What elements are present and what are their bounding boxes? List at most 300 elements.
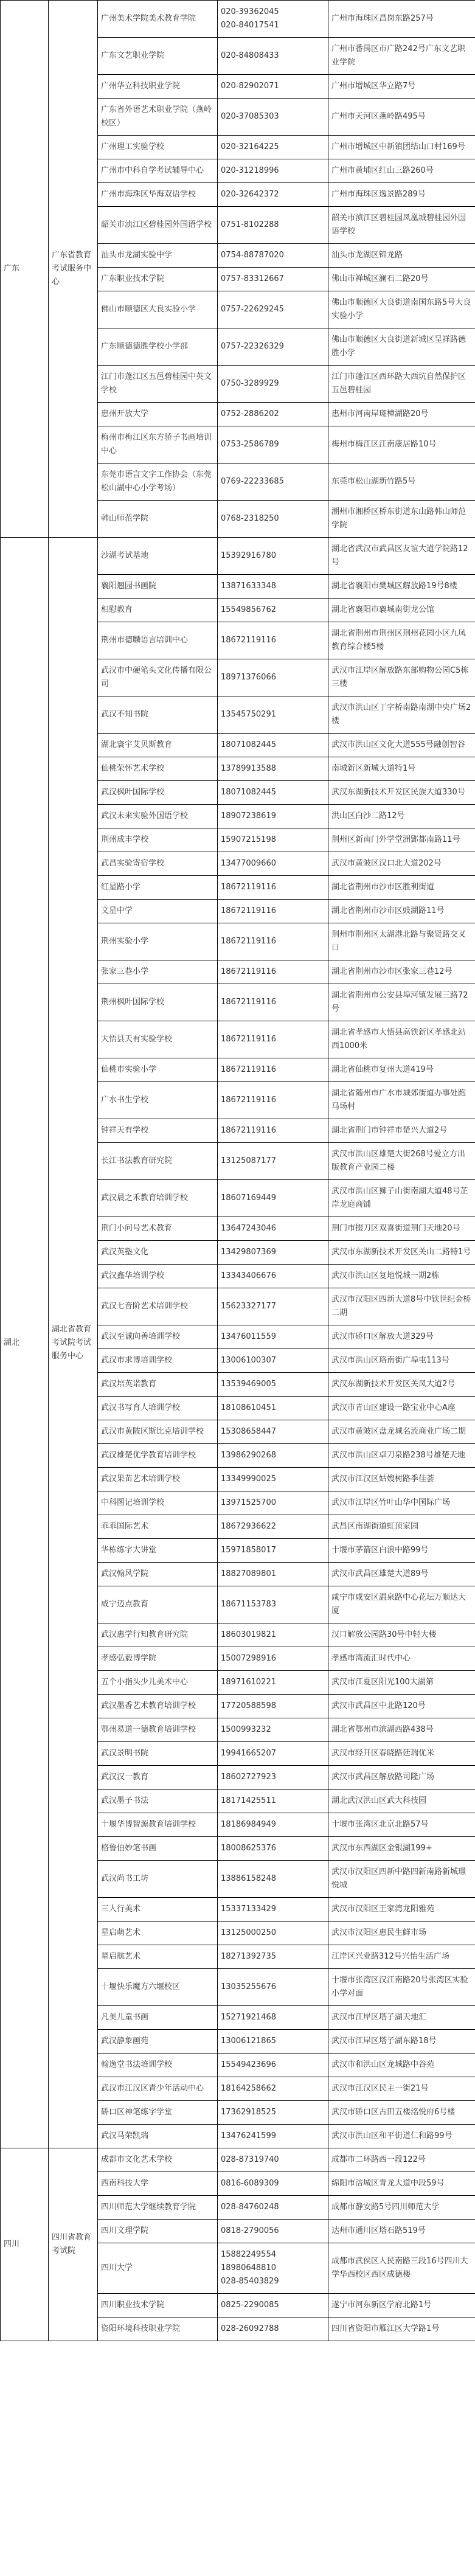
address-cell: 佛山市禅城区澜石二路20号 [328, 268, 475, 291]
phone-number: 0751-8102288 [221, 220, 279, 229]
phone-number: 18071082445 [221, 740, 276, 749]
phone-number: 028-84760248 [221, 2203, 279, 2212]
phone-number: 13545750291 [221, 710, 276, 719]
phone-number: 15308658447 [221, 1427, 276, 1436]
phone-number: 13343406676 [221, 1271, 276, 1280]
phone-cell [218, 1766, 328, 1790]
phone-cell [218, 1349, 328, 1373]
phone-number: 18980648810 [221, 2263, 276, 2272]
phone-number: 020-37085303 [221, 112, 279, 121]
address-cell: 湖北省襄阳市樊城区解放路19号8楼 [328, 575, 475, 599]
phone-number: 13476241599 [221, 2131, 276, 2140]
phone-cell [218, 900, 328, 923]
phone-cell [218, 2054, 328, 2077]
phone-cell [218, 575, 328, 599]
address-cell: 湖北省荆州市荆州区荆州花园小区九凤教育综合楼5楼 [328, 622, 475, 659]
site-name-cell: 广东顺德德胜学校小学部 [98, 328, 218, 366]
address-cell: 湖北省荆州市沙市区豉湖路11号 [328, 900, 475, 923]
phone-cell [218, 1143, 328, 1180]
phone-number: 18672119116 [221, 636, 276, 645]
address-cell: 十堰市张湾区北京北路57号 [328, 1813, 475, 1837]
phone-number: 13871633348 [221, 582, 276, 591]
phone-number: 18672119116 [221, 937, 276, 946]
address-cell: 成都市静安路5号四川师范大学 [328, 2196, 475, 2220]
address-cell: 武汉市汉阳区四新中路四新南路新城璟悦城 [328, 1861, 475, 1898]
phone-cell [218, 1861, 328, 1898]
province-cell: 湖北 [1, 538, 49, 2148]
phone-number: 18672119116 [221, 967, 276, 976]
site-name-cell: 韶关市浈江区碧桂园外国语学校 [98, 207, 218, 244]
phone-cell [218, 876, 328, 900]
phone-number: 13886158248 [221, 1874, 276, 1883]
phone-cell [218, 1898, 328, 1922]
site-name-cell: 相慰教育 [98, 599, 218, 622]
address-cell: 湖北省随州市广水市城郊街道办事处跑马场村 [328, 1082, 475, 1119]
site-name-cell: 三人行美术 [98, 1898, 218, 1922]
phone-cell [218, 1539, 328, 1563]
phone-cell [218, 757, 328, 781]
phone-number: 18671153783 [221, 1600, 276, 1609]
phone-number: 13789913588 [221, 764, 276, 773]
phone-number: 18971376066 [221, 673, 276, 682]
address-cell: 武汉市洪山区珞南街广埠屯113号 [328, 1349, 475, 1373]
address-cell: 成都市二环路西一段122号 [328, 2148, 475, 2172]
site-name-cell: 红星路小学 [98, 876, 218, 900]
phone-cell [218, 852, 328, 876]
site-name-cell: 江门市蓬江区五邑碧桂园中英文学校 [98, 366, 218, 403]
phone-number: 15907215198 [221, 835, 276, 844]
phone-number: 15549423696 [221, 2060, 276, 2069]
phone-number: 0825-2290085 [221, 2300, 279, 2310]
exam-site-table-body [1, 1, 475, 2341]
phone-cell [218, 75, 328, 99]
address-cell: 武汉市洪山区文化大道555号融创智谷 [328, 734, 475, 757]
phone-cell [218, 366, 328, 403]
phone-cell [218, 1586, 328, 1623]
site-name-cell: 长江书法教育研究院 [98, 1143, 218, 1180]
phone-cell [218, 2030, 328, 2054]
phone-cell [218, 1373, 328, 1397]
phone-cell [218, 2172, 328, 2196]
address-cell: 广州市增城区中新镇团结山口村169号 [328, 136, 475, 159]
address-cell: 武汉市洪山区丁字桥南路南湖中央广场2楼 [328, 696, 475, 734]
phone-number: 13429807369 [221, 1248, 276, 1257]
site-name-cell: 凡美儿童书画 [98, 2006, 218, 2030]
address-cell: 广州市海珠区逸景路289号 [328, 183, 475, 207]
site-name-cell: 荆州成丰学校 [98, 828, 218, 852]
site-name-cell: 武汉枫叶国际学校 [98, 781, 218, 805]
address-cell: 武汉市江夏区阳光100大湖第 [328, 1671, 475, 1695]
phone-cell [218, 1468, 328, 1491]
phone-cell [218, 244, 328, 268]
phone-cell [218, 599, 328, 622]
phone-cell [218, 2243, 328, 2294]
site-name-cell: 仙桃荣怀艺术学校 [98, 757, 218, 781]
site-name-cell: 格鲁伯妙笔书画 [98, 1837, 218, 1861]
address-cell: 武汉市洪山区复地悦城一期2栋 [328, 1265, 475, 1288]
phone-cell [218, 734, 328, 757]
site-name-cell: 广水书生学校 [98, 1082, 218, 1119]
organization-cell: 四川省教育考试院 [49, 2148, 98, 2341]
phone-cell [218, 1623, 328, 1647]
site-name-cell: 武汉惠学行知教育研究院 [98, 1623, 218, 1647]
phone-cell [218, 268, 328, 291]
site-name-cell: 武汉市黄陂区斯比克培训学校 [98, 1420, 218, 1444]
phone-number: 13349990025 [221, 1474, 276, 1484]
table-row [1, 538, 475, 575]
phone-number: 15337133429 [221, 1904, 276, 1914]
site-name-cell: 十堰快乐魔方六堰校区 [98, 1969, 218, 2006]
phone-cell [218, 538, 328, 575]
address-cell: 湖北省荆州市沙市区张家三巷12号 [328, 960, 475, 984]
address-cell: 江门市蓬江区西环路大西坑自然保护区五邑碧桂园 [328, 366, 475, 403]
phone-cell [218, 1718, 328, 1742]
site-name-cell: 咸宁迈点教育 [98, 1586, 218, 1623]
site-name-cell: 武汉墨子书法 [98, 1790, 218, 1813]
phone-cell [218, 1969, 328, 2006]
address-cell: 武汉市武昌区中北路120号 [328, 1695, 475, 1718]
address-cell: 广州市番禺区市广路242号广东文艺职业学院 [328, 38, 475, 75]
address-cell: 江岸区兴业路312号兴怡生活广场 [328, 1945, 475, 1969]
address-cell: 四川省资阳市雁江区大学路1号 [328, 2317, 475, 2341]
phone-cell [218, 622, 328, 659]
address-cell: 武汉市洪山区雄楚大街268号爱立方出版教育产业园二楼 [328, 1143, 475, 1180]
address-cell: 佛山市顺德区大良街道南国东路5号大良实验小学 [328, 291, 475, 328]
site-name-cell: 梅州市梅江区东方骄子书画培训中心 [98, 426, 218, 463]
address-cell: 武汉市洪山区狮子山街南湖大道48号芷岸龙庭商铺 [328, 1180, 475, 1217]
phone-cell [218, 1695, 328, 1718]
phone-cell [218, 2294, 328, 2317]
phone-cell [218, 136, 328, 159]
phone-number: 18971610221 [221, 1678, 276, 1687]
phone-cell [218, 1217, 328, 1241]
phone-number: 17720588598 [221, 1701, 276, 1710]
address-cell: 遂宁市河东新区学府北路1号 [328, 2294, 475, 2317]
phone-number: 15971858017 [221, 1546, 276, 1555]
organization-cell: 广东省教育考试服务中心 [49, 1, 98, 538]
site-name-cell: 广东职业技术学院 [98, 268, 218, 291]
address-cell: 武汉市江岸区塔子湖东路18号 [328, 2030, 475, 2054]
phone-number: 020-84808433 [221, 51, 279, 60]
address-cell: 南城新区新城大道特1号 [328, 757, 475, 781]
address-cell: 达州市通川区塔石路519号 [328, 2220, 475, 2243]
phone-cell [218, 1813, 328, 1837]
site-name-cell: 钟祥天有学校 [98, 1119, 218, 1143]
site-name-cell: 四川师范大学继续教育学院 [98, 2196, 218, 2220]
site-name-cell: 五个小指头少儿美术中心 [98, 1671, 218, 1695]
phone-number: 15271921468 [221, 2013, 276, 2022]
phone-cell [218, 2196, 328, 2220]
site-name-cell: 中科图记培训学校 [98, 1491, 218, 1515]
site-name-cell: 广东文艺职业学院 [98, 38, 218, 75]
address-cell: 武汉市洪山区卓刀泉路238号雄楚天地 [328, 1444, 475, 1468]
site-name-cell: 武汉英塾文化 [98, 1241, 218, 1265]
phone-number: 18008625376 [221, 1844, 276, 1853]
address-cell: 武汉市汉阳区惠民生鲜市场 [328, 1922, 475, 1945]
address-cell: 武汉市和洪山区龙城路中谷苑 [328, 2054, 475, 2077]
phone-cell [218, 1790, 328, 1813]
address-cell: 湖北省荆门市钟祥市楚兴大道2号 [328, 1119, 475, 1143]
phone-number: 13986290268 [221, 1451, 276, 1460]
site-name-cell: 襄阳翘园书画院 [98, 575, 218, 599]
site-name-cell: 武汉景明书院 [98, 1742, 218, 1766]
site-name-cell: 荆州实验小学 [98, 923, 218, 960]
phone-number: 0757-22326329 [221, 342, 284, 351]
table-row [1, 2148, 475, 2172]
phone-cell [218, 1, 328, 38]
address-cell: 成都市武侯区人民南路三段16号四川大学华西校区西区成德楼 [328, 2243, 475, 2294]
site-name-cell: 武汉静象画苑 [98, 2030, 218, 2054]
phone-cell [218, 1397, 328, 1420]
address-cell: 武汉市江岸区竹叶山华中国际广场 [328, 1491, 475, 1515]
address-cell: 武汉市硚口区解放大道329号 [328, 1325, 475, 1349]
site-name-cell: 武汉马荣凯瑞 [98, 2125, 218, 2148]
site-name-cell: 乖乖国际艺术 [98, 1515, 218, 1539]
phone-number: 18672936622 [221, 1522, 276, 1531]
address-cell: 韶关市浈江区碧桂园凤凰城碧桂园外国语学校 [328, 207, 475, 244]
phone-number: 18672119116 [221, 1065, 276, 1074]
address-cell: 洪山区白沙二路12号 [328, 805, 475, 828]
site-name-cell: 四川职业技术学院 [98, 2294, 218, 2317]
phone-number: 020-32642372 [221, 190, 279, 199]
phone-number: 13476011559 [221, 1332, 276, 1341]
phone-number: 18108610451 [221, 1403, 276, 1412]
phone-cell [218, 328, 328, 366]
site-name-cell: 武汉不知书院 [98, 696, 218, 734]
site-name-cell: 佛山市顺德区大良实验小学 [98, 291, 218, 328]
phone-cell [218, 2077, 328, 2101]
phone-number: 15623327177 [221, 1302, 276, 1311]
phone-cell [218, 960, 328, 984]
phone-cell [218, 2220, 328, 2243]
address-cell: 武汉市江岸区塔子湖天地汇 [328, 2006, 475, 2030]
phone-cell [218, 2148, 328, 2172]
site-name-cell: 沙湖考试基地 [98, 538, 218, 575]
phone-cell [218, 501, 328, 538]
phone-number: 13035255676 [221, 1982, 276, 1991]
site-name-cell: 十堰华博智源教育培训学校 [98, 1813, 218, 1837]
phone-number: 18186984949 [221, 1820, 276, 1829]
address-cell: 广州市增城区华立路7号 [328, 75, 475, 99]
site-name-cell: 资阳环境科技职业学院 [98, 2317, 218, 2341]
table-row [1, 1, 475, 38]
site-name-cell: 星启萌艺术 [98, 1922, 218, 1945]
site-name-cell: 荆州枫叶国际学校 [98, 984, 218, 1021]
organization-cell: 湖北省教育考试院考试服务中心 [49, 538, 98, 2148]
phone-cell [218, 1420, 328, 1444]
phone-number: 13125000250 [221, 1928, 276, 1937]
phone-cell [218, 2101, 328, 2125]
phone-cell [218, 1563, 328, 1586]
phone-number: 0752-2886202 [221, 409, 279, 418]
phone-cell [218, 463, 328, 501]
phone-cell [218, 1945, 328, 1969]
site-name-cell: 武汉雄楚优学教育培训学校 [98, 1444, 218, 1468]
phone-number: 020-82902071 [221, 82, 279, 91]
phone-cell [218, 38, 328, 75]
address-cell: 湖北省荆州市沙市区胜利街道 [328, 876, 475, 900]
site-name-cell: 湖北寰宇艾贝斯教育 [98, 734, 218, 757]
phone-cell [218, 659, 328, 696]
address-cell: 武汉市经开区春晓路廷瑞优米 [328, 1742, 475, 1766]
address-cell: 孝感市湾流汇时代中心 [328, 1647, 475, 1671]
phone-number: 020-84017541 [221, 21, 279, 30]
site-name-cell: 汕头市龙湖实验中学 [98, 244, 218, 268]
site-name-cell: 武汉翰风学院 [98, 1563, 218, 1586]
address-cell: 东莞市松山湖新竹路5号 [328, 463, 475, 501]
address-cell: 湖北省荆州市公安县埠河镇发展三路72号 [328, 984, 475, 1021]
province-cell: 四川 [1, 2148, 49, 2341]
site-name-cell: 东莞市语言文字工作协会（东莞松山湖中心小学考场） [98, 463, 218, 501]
phone-cell [218, 1021, 328, 1058]
phone-number: 020-39362045 [221, 7, 279, 16]
phone-cell [218, 923, 328, 960]
address-cell: 十堰市张湾区汉江南路20号张湾区实验小学对面 [328, 1969, 475, 2006]
province-cell: 广东 [1, 1, 49, 538]
site-name-cell: 广州华立科技职业学院 [98, 75, 218, 99]
phone-number: 18603019821 [221, 1630, 276, 1639]
phone-number: 18672119116 [221, 906, 276, 915]
address-cell: 惠州市河南岸斑樟湖路20号 [328, 403, 475, 426]
phone-number: 18672119116 [221, 1035, 276, 1044]
site-name-cell: 广州美术学院美术教育学院 [98, 1, 218, 38]
address-cell: 武汉市黄陂区汉口北大道202号 [328, 852, 475, 876]
phone-cell [218, 2006, 328, 2030]
phone-number: 18071082445 [221, 788, 276, 797]
phone-number: 0754-88787020 [221, 251, 284, 260]
phone-cell [218, 1265, 328, 1288]
address-cell: 荆门市掇刀区双喜街道荆门天地20号 [328, 1217, 475, 1241]
address-cell: 绵阳市涪城区青龙大道中段59号 [328, 2172, 475, 2196]
site-name-cell: 广州理工实验学校 [98, 136, 218, 159]
site-name-cell: 武汉书写育人培训学校 [98, 1397, 218, 1420]
phone-number: 0753-2586789 [221, 440, 279, 449]
site-name-cell: 大悟县天有实验学校 [98, 1021, 218, 1058]
phone-cell [218, 1515, 328, 1539]
phone-cell [218, 1241, 328, 1265]
site-name-cell: 四川大学 [98, 2243, 218, 2294]
phone-cell [218, 2125, 328, 2148]
phone-cell [218, 696, 328, 734]
address-cell: 武汉东湖新技术开发区民族大道330号 [328, 781, 475, 805]
address-cell: 荆州区新南门外学堂洲郢都南路11号 [328, 828, 475, 852]
phone-number: 18672119116 [221, 1095, 276, 1105]
address-cell: 武昌区南湖街道虹顶家园 [328, 1515, 475, 1539]
site-name-cell: 武汉市求博培训学校 [98, 1349, 218, 1373]
site-name-cell: 武汉果苗艺术培训学校 [98, 1468, 218, 1491]
site-name-cell: 武昌实验寄宿学校 [98, 852, 218, 876]
site-name-cell: 武汉尚书工坊 [98, 1861, 218, 1898]
site-name-cell: 硚口区神笔练字学堂 [98, 2101, 218, 2125]
address-cell: 武汉市武昌区解放路司隆广场 [328, 1766, 475, 1790]
phone-number: 18271392735 [221, 1952, 276, 1961]
site-name-cell: 武汉晨之禾教育培训学校 [98, 1180, 218, 1217]
site-name-cell: 西南科技大学 [98, 2172, 218, 2196]
phone-number: 13647243046 [221, 1224, 276, 1233]
site-name-cell: 武汉鑫华培训学校 [98, 1265, 218, 1288]
site-name-cell: 鄂州易道一德教育培训学校 [98, 1718, 218, 1742]
phone-cell [218, 207, 328, 244]
phone-number: 020-31218996 [221, 166, 279, 175]
site-name-cell: 荆门小问号艺术教育 [98, 1217, 218, 1241]
phone-number: 028-85403829 [221, 2277, 279, 2286]
address-cell: 湖北省襄阳市襄城南街龙公馆 [328, 599, 475, 622]
phone-number: 0769-22233685 [221, 477, 284, 486]
phone-cell [218, 1444, 328, 1468]
phone-number: 020-32164225 [221, 142, 279, 151]
phone-number: 15007298916 [221, 1654, 276, 1663]
phone-number: 0818-2790056 [221, 2226, 279, 2235]
phone-cell [218, 1288, 328, 1325]
address-cell: 武汉东湖新技术开发区关凤大道2号 [328, 1373, 475, 1397]
site-name-cell: 广州市中科自学考试辅导中心 [98, 159, 218, 183]
address-cell: 武汉市武昌区雄楚大道89号 [328, 1563, 475, 1586]
phone-cell [218, 183, 328, 207]
site-name-cell: 成都市文化艺术学校 [98, 2148, 218, 2172]
address-cell: 湖北武汉洪山区武大科技园 [328, 1790, 475, 1813]
address-cell: 湖北省仙桃市复州大道419号 [328, 1058, 475, 1082]
phone-number: 0757-83312667 [221, 274, 284, 283]
site-name-cell: 武汉市江汉区青少年活动中心 [98, 2077, 218, 2101]
address-cell: 咸宁市咸安区温泉路中心花坛万顺达大厦 [328, 1586, 475, 1623]
address-cell: 武汉市江汉区民主一街21号 [328, 2077, 475, 2101]
phone-cell [218, 1119, 328, 1143]
site-name-cell: 翰逸堂书法培训学校 [98, 2054, 218, 2077]
phone-number: 13006121865 [221, 2036, 276, 2046]
phone-number: 15882249554 [221, 2250, 276, 2259]
phone-cell [218, 1671, 328, 1695]
site-name-cell: 华栋练字大讲堂 [98, 1539, 218, 1563]
phone-number: 18827089801 [221, 1569, 276, 1578]
phone-cell [218, 781, 328, 805]
site-name-cell: 武汉至诚向善培训学校 [98, 1325, 218, 1349]
phone-cell [218, 1082, 328, 1119]
site-name-cell: 惠州开放大学 [98, 403, 218, 426]
address-cell: 武汉市汉阳区王家湾龙阳雅苑 [328, 1898, 475, 1922]
address-cell: 武汉市硚口区古田五楼洺悦府6号楼 [328, 2101, 475, 2125]
site-name-cell: 孝感弘毅博学院 [98, 1647, 218, 1671]
address-cell: 武汉市东湖新技术开发区关山二路特1号 [328, 1241, 475, 1265]
address-cell: 十堰市茅箭区白浪中路99号 [328, 1539, 475, 1563]
phone-cell [218, 828, 328, 852]
phone-number: 18672119116 [221, 1126, 276, 1135]
phone-number: 13971525700 [221, 1498, 276, 1507]
site-name-cell: 荆州市德麟语言培训中心 [98, 622, 218, 659]
site-name-cell: 广东省外语艺术职业学院（燕岭校区） [98, 99, 218, 136]
phone-cell [218, 805, 328, 828]
phone-cell [218, 99, 328, 136]
address-cell: 广州市黄埔区红山三路260号 [328, 159, 475, 183]
phone-number: 18907238619 [221, 811, 276, 821]
phone-number: 1500993232 [221, 1725, 271, 1734]
phone-cell [218, 159, 328, 183]
phone-cell [218, 403, 328, 426]
address-cell: 武汉市青山区建设一路宝业中心A座 [328, 1397, 475, 1420]
phone-cell [218, 1180, 328, 1217]
site-name-cell: 武汉未来实验外国语学校 [98, 805, 218, 828]
phone-number: 13539469005 [221, 1380, 276, 1389]
address-cell: 汉口解放公园路30号中轻大楼 [328, 1623, 475, 1647]
phone-cell [218, 1647, 328, 1671]
address-cell: 湖北省武汉市武昌区友谊大道学院路12号 [328, 538, 475, 575]
site-name-cell: 张家三巷小学 [98, 960, 218, 984]
site-name-cell: 星启航艺术 [98, 1945, 218, 1969]
phone-cell [218, 1325, 328, 1349]
phone-number: 18607169449 [221, 1193, 276, 1203]
address-cell: 汕头市龙湖区锦龙路 [328, 244, 475, 268]
phone-cell [218, 1491, 328, 1515]
phone-number: 13125087177 [221, 1156, 276, 1165]
